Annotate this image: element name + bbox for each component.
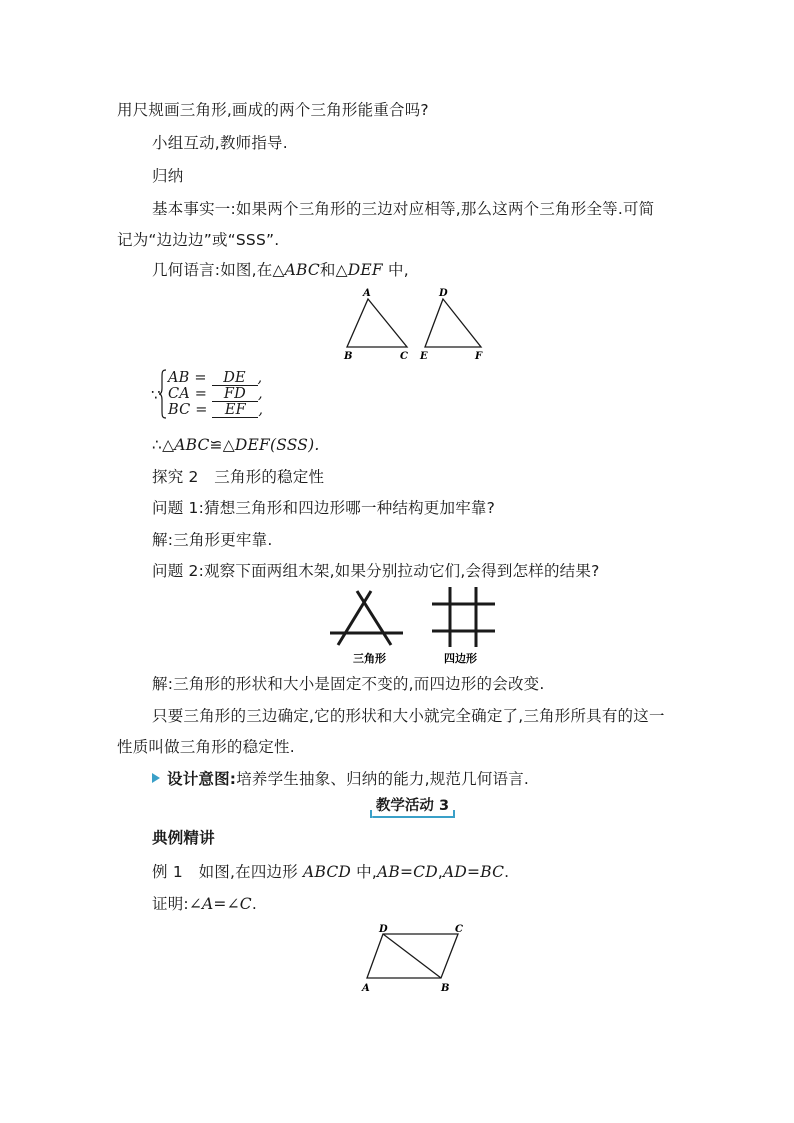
stability-line2: 性质叫做三角形的稳定性.	[117, 738, 295, 756]
diagonal-db	[383, 934, 441, 978]
geometry-language-suffix: 中,	[388, 261, 409, 279]
question-1: 问题 1:猜想三角形和四边形哪一种结构更加牢靠?	[152, 499, 496, 517]
quad-label-b: B	[441, 983, 450, 994]
activity-underline-right-tick	[453, 810, 455, 818]
vertex-label-f: F	[475, 351, 483, 362]
condition-row-1	[168, 370, 262, 386]
quad-label-a: A	[362, 983, 370, 994]
condition-3-end: ,	[258, 402, 264, 418]
conclusion-reason: (SSS).	[269, 436, 320, 454]
vertex-label-e: E	[420, 351, 428, 362]
example-1-comma: ,	[437, 863, 443, 881]
example-1	[152, 862, 509, 882]
teaching-activity-3-title: 教学活动 3	[375, 798, 450, 814]
condition-row-3	[168, 402, 263, 418]
design-intent	[152, 769, 529, 789]
figure-quadrilateral-abcd	[355, 920, 475, 998]
label-quadrilateral-frame: 四边形	[444, 652, 477, 665]
triangle-abc-shape	[347, 299, 407, 347]
summary-heading: 归纳	[152, 167, 184, 185]
left-brace	[158, 368, 168, 420]
explore-2-heading: 探究 2 三角形的稳定性	[152, 468, 325, 486]
condition-2-left: CA =	[168, 386, 208, 402]
quad-label-d: D	[379, 924, 388, 935]
quadrilateral-frame	[432, 587, 495, 647]
conclusion-tri1: ABC	[174, 436, 210, 454]
basic-fact-line1: 基本事实一:如果两个三角形的三边对应相等,那么这两个三角形全等.可简	[152, 200, 655, 218]
triangle-frame	[330, 591, 403, 645]
triangle-def-shape	[425, 299, 481, 347]
conclusion-tri2: DEF	[234, 436, 270, 454]
stability-line1: 只要三角形的三边确定,它的形状和大小就完全确定了,三角形所具有的这一	[152, 707, 665, 725]
example-1-mid: 中,	[351, 863, 377, 881]
proof-statement: ∠A=∠C	[188, 895, 252, 913]
geometry-language-prefix: 几何语言:如图,在△	[152, 261, 285, 279]
example-1-prefix: 例 1 如图,在四边形	[152, 863, 304, 881]
triangle-abc-name: ABC	[284, 261, 320, 279]
answer-1: 解:三角形更牢靠.	[152, 531, 273, 549]
vertex-label-b: B	[344, 351, 353, 362]
example-heading: 典例精讲	[152, 829, 215, 847]
label-triangle-frame: 三角形	[353, 652, 386, 665]
condition-1-blank: DE	[212, 371, 258, 386]
condition-3-blank: EF	[212, 403, 258, 418]
geometry-language-and: 和△	[319, 261, 348, 279]
therefore-symbol: ∴	[152, 436, 163, 454]
question-intro: 用尺规画三角形,画成的两个三角形能重合吗?	[117, 101, 429, 119]
vertex-label-a: A	[363, 288, 371, 299]
design-intent-label: 设计意图:	[167, 770, 237, 788]
condition-1-left: AB =	[168, 370, 207, 386]
figure-wooden-frames	[325, 585, 505, 667]
basic-fact-line2: 记为“边边边”或“SSS”.	[117, 231, 280, 249]
condition-row-2	[168, 386, 263, 402]
example-1-end: .	[504, 863, 510, 881]
condition-3-left: BC =	[168, 402, 208, 418]
proof-end: .	[251, 895, 257, 913]
geometry-language	[152, 260, 409, 280]
question-2: 问题 2:观察下面两组木架,如果分别拉动它们,会得到怎样的结果?	[152, 562, 600, 580]
example-1-eq1: AB=CD	[376, 863, 438, 881]
proof-prefix: 证明:	[152, 895, 189, 913]
quad-label-c: C	[455, 924, 463, 935]
activity-underline	[372, 816, 454, 818]
design-intent-text: 培养学生抽象、归纳的能力,规范几何语言.	[236, 770, 530, 788]
group-activity: 小组互动,教师指导.	[152, 134, 288, 152]
conclusion: ∴△ABC≌△DEF(SSS).	[152, 436, 320, 454]
triangle-def-name: DEF	[347, 261, 383, 279]
answer-2: 解:三角形的形状和大小是固定不变的,而四边形的会改变.	[152, 675, 545, 693]
condition-2-blank: FD	[212, 387, 258, 402]
activity-underline-left-tick	[370, 810, 372, 818]
figure-triangles-abc-def	[330, 284, 500, 364]
example-1-quad: ABCD	[303, 863, 352, 881]
because-symbol: ∵	[151, 386, 161, 404]
play-arrow-icon	[152, 773, 160, 783]
conclusion-congruent: ≌△	[209, 436, 235, 454]
condition-2-end: ,	[257, 386, 263, 402]
condition-1-end: ,	[257, 370, 263, 386]
proof	[152, 894, 257, 914]
example-1-eq2: AD=BC	[442, 863, 505, 881]
vertex-label-d: D	[439, 288, 448, 299]
vertex-label-c: C	[400, 351, 408, 362]
